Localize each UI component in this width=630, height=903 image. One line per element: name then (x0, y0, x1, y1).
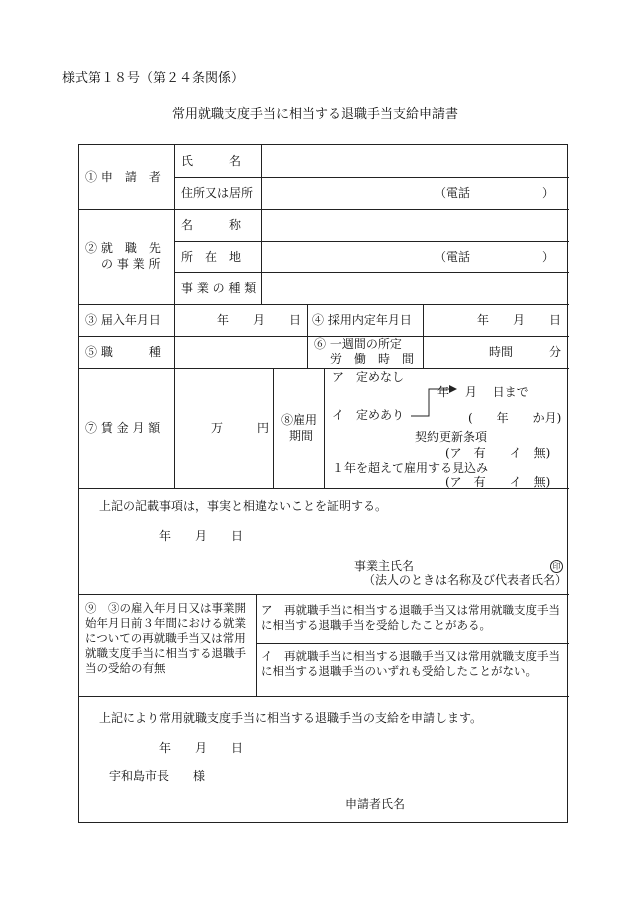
over-year-choice: (ア 有 イ 無) (445, 475, 551, 489)
employer-label-line2: の 事 業 所 (101, 257, 161, 271)
employer-phone-label: （電話 ） (434, 250, 555, 264)
col-divider (273, 368, 274, 488)
period-option-fixed: イ 定めあり (332, 408, 405, 422)
employer-label-line1: ② 就 職 先 (85, 241, 161, 255)
certification-date: 年 月 日 (159, 529, 244, 543)
employer-location-label: 所 在 地 (181, 250, 242, 264)
wage-label: ⑦ 賃 金 月 額 (85, 421, 161, 435)
row-divider (79, 594, 569, 595)
col-divider (256, 594, 257, 696)
row-divider (79, 696, 569, 697)
row-divider (79, 209, 569, 210)
applicant-name-label: 氏 名 (181, 154, 242, 168)
wage-unit-man: 万 (211, 421, 224, 435)
applicant-label: ① 申 請 者 (85, 170, 161, 184)
renewal-label: 契約更新条項 (415, 430, 488, 444)
occupation-label: ⑤ 職 種 (85, 345, 161, 359)
application-statement: 上記により常用就職支度手当に相当する退職手当の支給を申請します。 (99, 711, 483, 725)
applicant-name-signature-label: 申請者氏名 (345, 797, 406, 811)
col-divider (423, 304, 424, 368)
row-divider (256, 643, 569, 644)
col-divider (324, 368, 325, 488)
hours-label-line2: 労 働 時 間 (330, 352, 415, 366)
hire-date-label: ③ 届入年月日 (85, 313, 161, 327)
row-divider (174, 241, 569, 242)
period-label-line1: ⑧雇用 (281, 413, 318, 427)
wage-unit-yen: 円 (257, 421, 270, 435)
addressee: 宇和島市長 様 (109, 769, 206, 783)
form-title: 常用就職支度手当に相当する退職手当支給申請書 (171, 107, 458, 122)
prior-receipt-label: ⑨ ③の雇入年月日又は事業開始年月日前３年間における就業についての再就職手当又は常用就職支度手当に相当する退職手当の受給の有無 (85, 601, 246, 675)
seal-mark: 印 (550, 560, 563, 573)
employer-name-label: 事業主氏名 (354, 559, 415, 573)
hours-label-line1: ⑥ 一週間の所定 (314, 337, 402, 351)
prior-receipt-option-no: イ 再就職手当に相当する退職手当又は常用就職支度手当に相当する退職手当のいずれも受給したことがない。 (261, 649, 560, 678)
application-date: 年 月 日 (159, 741, 244, 755)
prior-receipt-option-yes: ア 再就職手当に相当する退職手当又は常用就職支度手当に相当する退職手当を受給したことがある。 (261, 603, 560, 632)
over-year-label: １年を超えて雇用する見込み (332, 461, 489, 475)
application-form-table (78, 144, 568, 823)
corp-note: （法人のときは名称及び代表者氏名） (363, 573, 568, 587)
hours-format: 時間 分 (489, 345, 562, 359)
period-months: ( 年 か月) (468, 411, 562, 425)
col-divider (307, 304, 308, 368)
row-divider (174, 177, 569, 178)
applicant-address-label: 住所又は居所 (181, 186, 254, 200)
offer-date-format: 年 月 日 (477, 313, 562, 327)
period-until-date: 年 月 日まで (437, 385, 529, 399)
period-option-none: ア 定めなし (332, 370, 405, 384)
period-label-line2: 期間 (289, 429, 314, 443)
employer-name-label: 名 称 (181, 218, 242, 232)
business-type-label: 事 業 の 種 類 (181, 281, 257, 295)
col-divider (261, 145, 262, 304)
col-divider (174, 304, 175, 488)
row-divider (174, 272, 569, 273)
renewal-choice: (ア 有 イ 無) (445, 446, 551, 460)
form-number: 様式第１８号（第２４条関係） (62, 71, 245, 86)
certification-statement: 上記の記載事項は，事実と相違ないことを証明する。 (99, 499, 388, 513)
hire-date-format: 年 月 日 (217, 313, 302, 327)
col-divider (174, 145, 175, 304)
applicant-phone-label: （電話 ） (434, 186, 555, 200)
row-divider (79, 304, 569, 305)
offer-date-label: ④ 採用内定年月日 (312, 313, 412, 327)
